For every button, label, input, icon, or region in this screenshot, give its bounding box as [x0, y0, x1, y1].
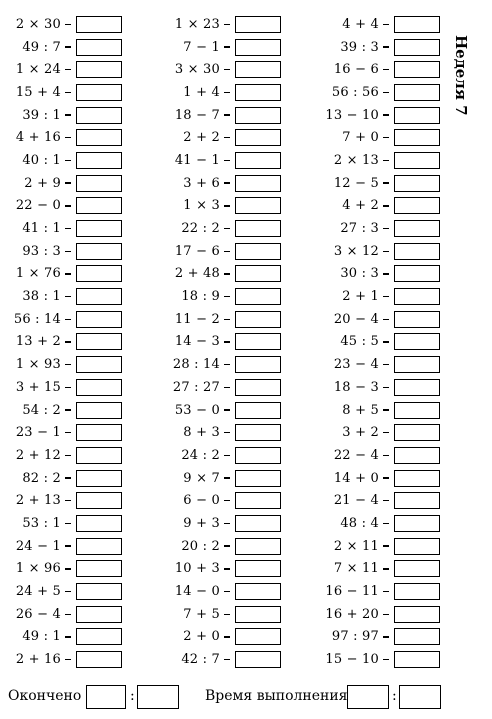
problem-row — [0, 263, 440, 286]
problem-expression: 3 + 15 — [15, 379, 61, 395]
problem-expression: 2 + 0 — [183, 629, 220, 645]
problem-expression: 14 + 0 — [333, 470, 379, 486]
problem-expression: 22 − 0 — [15, 198, 61, 214]
finished-colon: : — [130, 688, 135, 704]
problem-expression: 23 − 4 — [333, 357, 379, 373]
answer-box[interactable] — [394, 311, 440, 328]
dash-mark — [383, 432, 389, 433]
problem-expression: 20 − 4 — [333, 311, 379, 327]
problem-expression: 3 + 6 — [183, 175, 220, 191]
problem-row — [0, 421, 440, 444]
answer-box[interactable] — [394, 84, 440, 101]
problem-expression: 6 − 0 — [183, 493, 220, 509]
problem-expression: 56 : 14 — [13, 311, 61, 327]
problem-row — [0, 580, 440, 603]
worksheet-title: Неделя 7 — [452, 35, 470, 116]
problem-expression: 49 : 7 — [22, 39, 61, 55]
problem-expression: 2 × 30 — [15, 16, 61, 32]
problem-row — [0, 308, 440, 331]
dash-mark — [383, 409, 389, 410]
problem-expression: 45 : 5 — [340, 334, 379, 350]
dash-mark — [383, 477, 389, 478]
answer-box[interactable] — [394, 583, 440, 600]
problem-expression: 24 − 1 — [15, 538, 61, 554]
time-label: Время выполнения — [205, 688, 348, 704]
problem-row — [0, 376, 440, 399]
problem-expression: 20 : 2 — [181, 538, 220, 554]
problem-expression: 22 − 4 — [333, 447, 379, 463]
problem-expression: 13 + 2 — [15, 334, 61, 350]
problem-expression: 30 : 3 — [340, 266, 379, 282]
problem-expression: 11 − 2 — [174, 311, 220, 327]
problem-expression: 21 − 4 — [333, 493, 379, 509]
problem-expression: 39 : 3 — [340, 39, 379, 55]
problem-expression: 49 : 1 — [22, 629, 61, 645]
answer-box[interactable] — [394, 243, 440, 260]
problem-row — [0, 195, 440, 218]
dash-mark — [383, 160, 389, 161]
problem-expression: 12 − 5 — [333, 175, 379, 191]
dash-mark — [383, 523, 389, 524]
dash-mark — [383, 387, 389, 388]
problem-expression: 4 + 16 — [15, 130, 61, 146]
dash-mark — [383, 455, 389, 456]
answer-box[interactable] — [394, 107, 440, 124]
problem-row — [0, 149, 440, 172]
dash-mark — [383, 341, 389, 342]
answer-box[interactable] — [394, 152, 440, 169]
problem-expression: 1 × 96 — [15, 561, 61, 577]
problem-expression: 41 − 1 — [174, 152, 220, 168]
problem-expression: 1 + 4 — [183, 84, 220, 100]
problem-expression: 18 : 9 — [181, 289, 220, 305]
problem-expression: 2 × 11 — [333, 538, 379, 554]
problem-row — [0, 444, 440, 467]
problem-expression: 16 − 6 — [333, 62, 379, 78]
answer-box[interactable] — [394, 265, 440, 282]
problem-expression: 18 − 7 — [174, 107, 220, 123]
answer-box[interactable] — [394, 606, 440, 623]
problem-row — [0, 172, 440, 195]
answer-box[interactable] — [394, 288, 440, 305]
problem-expression: 38 : 1 — [22, 289, 61, 305]
problem-row — [0, 399, 440, 422]
dash-mark — [383, 69, 389, 70]
problem-expression: 27 : 27 — [172, 379, 220, 395]
problem-expression: 1 × 93 — [15, 357, 61, 373]
dash-mark — [383, 273, 389, 274]
answer-box[interactable] — [394, 129, 440, 146]
problem-expression: 2 + 16 — [15, 652, 61, 668]
problem-expression: 2 × 13 — [333, 152, 379, 168]
answer-box[interactable] — [394, 402, 440, 419]
problem-expression: 93 : 3 — [22, 243, 61, 259]
problem-row — [0, 603, 440, 626]
problem-expression: 1 × 24 — [15, 62, 61, 78]
problem-row — [0, 535, 440, 558]
problem-row — [0, 36, 440, 59]
problem-expression: 24 : 2 — [181, 447, 220, 463]
dash-mark — [383, 636, 389, 637]
answer-box[interactable] — [394, 628, 440, 645]
dash-mark — [383, 591, 389, 592]
problem-expression: 8 + 5 — [342, 402, 379, 418]
answer-box[interactable] — [394, 197, 440, 214]
problem-expression: 4 + 2 — [342, 198, 379, 214]
problem-expression: 1 × 3 — [183, 198, 220, 214]
column-3 — [0, 13, 440, 671]
dash-mark — [383, 24, 389, 25]
problem-expression: 14 − 0 — [174, 584, 220, 600]
answer-box[interactable] — [394, 538, 440, 555]
problem-expression: 16 + 20 — [325, 606, 379, 622]
problem-row — [0, 512, 440, 535]
answer-box[interactable] — [394, 560, 440, 577]
problem-expression: 15 − 10 — [325, 652, 379, 668]
problem-expression: 53 − 0 — [174, 402, 220, 418]
dash-mark — [383, 251, 389, 252]
answer-box[interactable] — [394, 175, 440, 192]
problem-expression: 39 : 1 — [22, 107, 61, 123]
problem-expression: 41 : 1 — [22, 221, 61, 237]
dash-mark — [383, 545, 389, 546]
problem-expression: 1 × 23 — [174, 16, 220, 32]
problem-expression: 16 − 11 — [325, 584, 379, 600]
answer-box[interactable] — [394, 220, 440, 237]
answer-box[interactable] — [394, 61, 440, 78]
time-hours-box[interactable] — [347, 685, 389, 709]
dash-mark — [383, 500, 389, 501]
finished-label: Окончено — [8, 688, 82, 704]
problem-row — [0, 240, 440, 263]
answer-box[interactable] — [394, 447, 440, 464]
problem-expression: 2 + 9 — [24, 175, 61, 191]
problem-expression: 10 + 3 — [174, 561, 220, 577]
problem-row — [0, 217, 440, 240]
answer-box[interactable] — [394, 424, 440, 441]
problem-row — [0, 81, 440, 104]
problem-row — [0, 558, 440, 581]
problem-expression: 7 + 5 — [183, 606, 220, 622]
problem-expression: 1 × 76 — [15, 266, 61, 282]
problem-expression: 53 : 1 — [22, 515, 61, 531]
problem-row — [0, 58, 440, 81]
dash-mark — [383, 296, 389, 297]
problem-expression: 56 : 56 — [331, 84, 379, 100]
problem-expression: 82 : 2 — [22, 470, 61, 486]
problem-expression: 13 − 10 — [325, 107, 379, 123]
answer-box[interactable] — [394, 492, 440, 509]
problem-expression: 14 − 3 — [174, 334, 220, 350]
problem-expression: 8 + 3 — [183, 425, 220, 441]
problem-expression: 3 × 30 — [174, 62, 220, 78]
problem-expression: 26 − 4 — [15, 606, 61, 622]
problem-expression: 2 + 13 — [15, 493, 61, 509]
problem-expression: 7 + 0 — [342, 130, 379, 146]
dash-mark — [383, 364, 389, 365]
problem-expression: 2 + 12 — [15, 447, 61, 463]
dash-mark — [383, 92, 389, 93]
finished-minutes-box[interactable] — [137, 685, 179, 709]
problem-expression: 40 : 1 — [22, 152, 61, 168]
problem-expression: 9 × 7 — [183, 470, 220, 486]
problem-expression: 42 : 7 — [181, 652, 220, 668]
problem-expression: 17 − 6 — [174, 243, 220, 259]
problem-expression: 23 − 1 — [15, 425, 61, 441]
problem-expression: 7 − 1 — [183, 39, 220, 55]
problem-expression: 2 + 2 — [183, 130, 220, 146]
dash-mark — [383, 182, 389, 183]
answer-box[interactable] — [394, 651, 440, 668]
problem-row — [0, 353, 440, 376]
problem-row — [0, 648, 440, 671]
dash-mark — [383, 319, 389, 320]
problem-row — [0, 13, 440, 36]
time-colon: : — [392, 688, 397, 704]
dash-mark — [383, 568, 389, 569]
dash-mark — [383, 659, 389, 660]
answer-box[interactable] — [394, 39, 440, 56]
problem-expression: 97 : 97 — [331, 629, 379, 645]
problem-row — [0, 331, 440, 354]
dash-mark — [383, 205, 389, 206]
dash-mark — [383, 614, 389, 615]
time-minutes-box[interactable] — [399, 685, 441, 709]
answer-box[interactable] — [394, 515, 440, 532]
problem-expression: 9 + 3 — [183, 515, 220, 531]
problem-expression: 2 + 48 — [174, 266, 220, 282]
answer-box[interactable] — [394, 470, 440, 487]
problem-expression: 2 + 1 — [342, 289, 379, 305]
footer — [8, 683, 492, 709]
problem-expression: 4 + 4 — [342, 16, 379, 32]
dash-mark — [383, 228, 389, 229]
problem-row — [0, 626, 440, 649]
dash-mark — [383, 114, 389, 115]
finished-hours-box[interactable] — [86, 685, 126, 709]
problem-expression: 7 × 11 — [333, 561, 379, 577]
problem-expression: 3 + 2 — [342, 425, 379, 441]
problem-row — [0, 104, 440, 127]
answer-box[interactable] — [394, 379, 440, 396]
problem-expression: 54 : 2 — [22, 402, 61, 418]
problem-expression: 28 : 14 — [172, 357, 220, 373]
answer-box[interactable] — [394, 356, 440, 373]
problem-expression: 3 × 12 — [333, 243, 379, 259]
problem-row — [0, 285, 440, 308]
problem-expression: 18 − 3 — [333, 379, 379, 395]
problem-expression: 22 : 2 — [181, 221, 220, 237]
problem-row — [0, 126, 440, 149]
problem-row — [0, 467, 440, 490]
problem-expression: 15 + 4 — [15, 84, 61, 100]
problem-expression: 24 + 5 — [15, 584, 61, 600]
problem-expression: 27 : 3 — [340, 221, 379, 237]
answer-box[interactable] — [394, 333, 440, 350]
problem-expression: 48 : 4 — [340, 515, 379, 531]
dash-mark — [383, 137, 389, 138]
answer-box[interactable] — [394, 16, 440, 33]
dash-mark — [383, 46, 389, 47]
problem-row — [0, 489, 440, 512]
